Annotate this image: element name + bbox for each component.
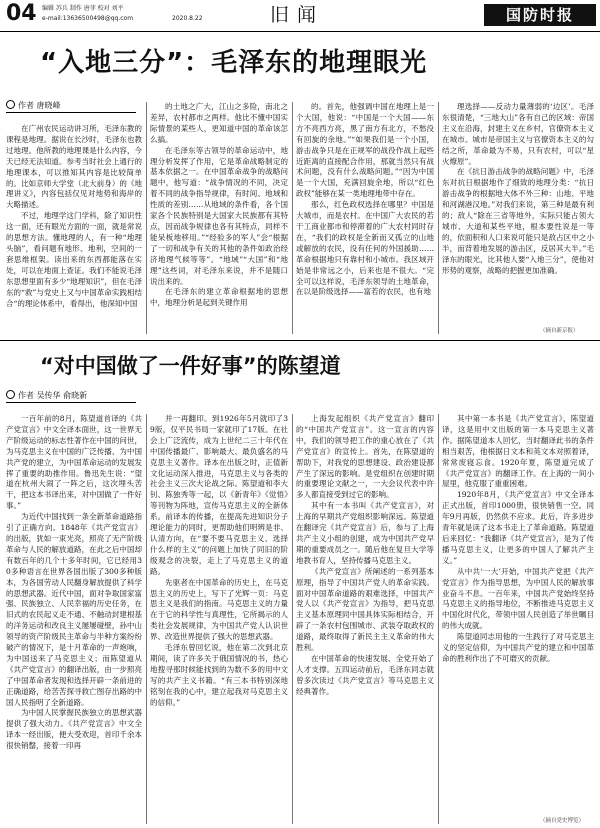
article1-column-2	[150, 102, 288, 334]
column-rule	[438, 102, 439, 334]
byline-bullet-icon	[6, 100, 15, 109]
paragraph: 其中第一本书是《共产党宣言》，陈望道译，这是用中文出版的第一本马克思主义著作。据陈望道本人回忆，当时翻译此书的条件相当艰苦，他根据日文本和英文本对照着译，常常废寝忘食。1920年夏，陈望道完成了《共产党宣言》的翻译工作。在上海的一间小屋里，他克服了重重困难。	[442, 414, 594, 489]
paragraph: 的。首先，他强调中国在地理上是一个大国，他说：“中国是一个大国——东方不亮西方亮，黑了南方有北方，不愁没有回旋的余地。”“如果我们是一个小国，游击战争只是在正规军的战役作战上起些近距离的直接配合作用，那就当然只有战术问题，没有什么战略问题。”“因为中国是一个大国，充满回旋余地，所以“红色政权”能够在某一类地理地带中存在。	[296, 102, 434, 199]
column-rule	[292, 102, 293, 334]
article1-byline	[6, 100, 136, 113]
paragraph: 毛泽东曾回忆说，他在第二次到北京期间，读了许多关于俄国情况的书，热心地搜寻那时候能找到的为数不多的用中文写的共产主义书籍。“有三本书特别深地铭刻在我的心中，建立起我对马克思主义的信仰。”	[150, 643, 288, 707]
paragraph: 1920年8月，《共产党宣言》中文全译本正式出版，首印1000册，很快销售一空。同年9月再版，仍然供不应求。此后，许多进步青年就是读了这本书走上了革命道路。陈望道后来回忆：“我翻译《共产党宣言》，是为了传播马克思主义，让更多的中国人了解共产主义。”	[442, 490, 594, 565]
column-rule	[438, 414, 439, 824]
page-number: 04	[6, 1, 37, 26]
paragraph: 从中共‘一大’开始，中国共产党把《共产党宣言》作为指导思想，为中国人民的解放事业奋斗不息。一百年来，中国共产党始终坚持马克思主义的指导地位，不断推进马克思主义中国化时代化，带领中国人民创造了举世瞩目的伟大成就。	[442, 566, 594, 631]
article2-column-2	[150, 414, 288, 824]
column-rule	[146, 414, 147, 824]
contact-email: e-mail:13636500498@qq.com	[42, 15, 134, 22]
paragraph: 在毛泽东的建立革命根据地的思想中，地理分析是起到关键作用	[150, 287, 288, 308]
article2-byline	[6, 390, 136, 403]
byline-bullet-icon	[6, 390, 15, 399]
paragraph: 在广州农民运动讲习所，毛泽东教的课程是地理。据说在长沙时，毛泽东也教过地理。他所教的地理课是什么内容，今天已经无法知道。参考当时社会上通行的地理课本，可以推知其内容是比较简单的。比如京师大学堂（北大前身）的《地理讲义》，内容包括仅见对地势和海岸的大略描述。	[6, 124, 142, 210]
paragraph: 在毛泽东等古领导的革命运动中，地理分析发挥了作用，它是革命战略制定的基本依据之一。在中国革命战争的战略问题中，他写道：“战争情况的不同，决定着不同的战争指导规律，有时间、地域和性质的差别……从地域的条件看，各个国家各个民族特别是大国家大民族都有其特点，因而战争规律也各有其特点，同样不能呆板地移用。”“经验多的军人”会“根据了一切和战争有关的其他的条件如政治经济地理气候等等”。“地域”“大国”和“地理”这些词，对毛泽东来说，并不是随口说出来的。	[150, 145, 288, 286]
section-title: 旧闻	[270, 4, 325, 26]
newspaper-logo: 国防时报	[484, 4, 596, 26]
byline-rule	[6, 402, 136, 403]
article2-column-4	[442, 414, 594, 824]
issue-date: 2020.8.22	[172, 15, 203, 22]
paragraph: 不过，地理学这门学科，除了知识性这一面，还有眼光方面的一面，就是常说的思想方法。懂地理的人，有一种“地理头脑”，看问题有地形、地利，空间的一套思维框架。读出来的东西都能落在实处，可以在地面上查证。我们不能说毛泽东思想里面有多少“地理知识”，但在毛泽东的“救”与党史上又与中国革命实践相结合“的理论体系中，看得出，他深知中国	[6, 211, 142, 308]
masthead	[0, 0, 600, 32]
paragraph: 其中有一本书叫《共产党宣言》，对上海的早期共产党组织影响深远。陈望道在翻译完《共产党宣言》后，参与了上海共产主义小组的创建，成为中国共产党早期的重要成员之一。随后他在复旦大学等地教书育人，坚持传播马克思主义。	[296, 501, 434, 565]
editor-credits: 编辑 苏兵 制作 唐菲 校对 刘平	[42, 5, 124, 12]
paragraph: 上海发起组织《共产党宣言》翻印的“中国共产党宣言”。这一宣言的内容中，我们的领导把工作的重心放在了《共产党宣言》的宣传上。首先，在陈望道的帮助下，对我党的思想建设、政治建设都产生了深远的影响。是党组织在创建时期的重要理论文献之一，一大会议代表中许多人都直接受到过它的影响。	[296, 414, 434, 500]
article1-column-4	[442, 102, 594, 334]
paragraph: 一百年前的8月，陈望道首译的《共产党宣言》中文全译本面世，这一世界无产阶级运动的标志性著作在中国的问世，为马克思主义在中国的广泛传播、为中国共产党的建立，为中国革命运动的发展发挥了重要的助推作用。鲁迅先生说：“望道在杭州大闹了一阵之后，这次埋头苦干，把这本书译出来，对中国做了一件好事。”	[6, 414, 142, 511]
column-rule	[146, 102, 147, 334]
article2-column-1	[6, 414, 142, 824]
article1-column-1	[6, 124, 142, 334]
column-rule	[292, 414, 293, 824]
paragraph: 陈望道同志用他的一生践行了对马克思主义的坚定信仰，为中国共产党的建立和中国革命的胜利作出了不可磨灭的贡献。	[442, 632, 594, 663]
paragraph: 的土地之广大，江山之多险，南北之差异，农村都市之两样。他比不懂中国实际情景的某些人，更知道中国的革命该怎么搞。	[150, 102, 288, 144]
article2-headline: “对中国做了一件好事”的陈望道	[40, 354, 341, 378]
article1-author: 作者 唐晓峰	[18, 101, 61, 110]
article2-column-3	[296, 414, 434, 824]
paragraph: 在中国革命的快速发展、全党开始了人才支撑。五四运动前后，毛泽东同志就曾多次读过《共产党宣言》等马克思主义经典著作。	[296, 653, 434, 696]
paragraph: 并一再翻印。到1926年5月就印了39版，仅平民书局一家就印了17版。在社会上广泛流传，成为上世纪二三十年代在中国传播最广、影响最大、最负盛名的马克思主义著作。译本在出版之时，正值新文化运动深入推进，马克思主义与各类的社会主义三次大论战之际。陈望道和李大钊、陈独秀等一起，以《新青年》《觉悟》等刊物为阵地，宣传马克思主义的全新体系。前译本的传播，在提高先进知识分子理论能力的同时，更帮助他们明辨是非、认清方向，在“要不要马克思主义、选择什么样的主义”的问题上加快了同旧的阶级观念的决裂，走上了马克思主义的道路。	[150, 414, 288, 576]
article2-author: 作者 吴传华 俞晓新	[18, 391, 88, 400]
article1-source-credit: （摘自新京报）	[540, 328, 579, 334]
article1-headline: “入地三分”：毛泽东的地理眼光	[40, 48, 428, 78]
paragraph: 理选择——反动力量薄弱的‘边区’。毛泽东很清楚，“三地大山”各有自己的区域：帝国主义在沿海，封建主义在乡村，官僚资本主义在城市。城市是帝国主义与官僚资本主义的勾结之所，革命最为不易，只有农村，可以“星火燎原”。	[442, 102, 594, 166]
paragraph: 那么，红色政权选择在哪里？中国是大城市，而是农村。在中国广大农民的若干工商业都市和停滞着的广大农村同时存在，“我们的政权是全新而又孤立的山地或解放的农民，没有任何的外国援助……革命根据地只有靠村和小城市。我区域开始是非常远之小，后来也是不很大。“完全可以这样说，毛泽东领导的土地革命，在以是阶级选择——富若的农民，也有地	[296, 200, 434, 297]
article-divider	[0, 340, 600, 341]
paragraph: 《共产党宣言》所阐述的一系列基本原理，指导了中国共产党人的革命实践。面对中国革命道路的艰难选择，中国共产党人以《共产党宣言》为指导，把马克思主义基本原理同中国具体实际相结合，开辟了一条农村包围城市、武装夺取政权的道路，最终取得了新民主主义革命的伟大胜利。	[296, 566, 434, 653]
article2-source-credit: （摘自党史博览）	[540, 818, 585, 824]
paragraph: 在《抗日游击战争的战略问题》中，毛泽东对抗日根据地作了细致的地理分类：“抗日游击战争的根据地大体不外三种：山地、平地和河湖港汉地。”对我们来说，第三种是最有利的；敌人“除在三省等地外，实际只能占领大城市、大道和某些平地，根本要性说是一等的，依面积和人口来说可能只是敌占区中之小半，而背着地发展的游击区，反居其大半。”毛泽东的眼光，比其他人要“入地三分”，使他对形势的观察，战略的把握更加准确。	[442, 167, 594, 275]
paragraph: 为中国人民掌握民族独立的思想武器提供了强大动力。《共产党宣言》中文全译本一经出版，便大受欢迎，首印千余本很快销罄，接着一印再	[6, 708, 142, 751]
article1-column-3	[296, 102, 434, 334]
byline-rule	[6, 112, 136, 113]
paragraph: 为近代中国找到一条全新革命道路指引了正确方向。1848年《共产党宣言》的出版，犹如一束光亮，照亮了无产阶级革命与人民的解放道路，在此之后中国却有数百年的几个十多年时间，它已经用30多种语言在世界各国出版了300多种版本，为各国劳动人民翻身解放提供了科学的思想武器。近代中国，面对争取国家富强、民族独立、人民幸福的历史任务，在旧式的农民起义走不通、不触动封建根基的洋务运动和改良主义屡屡碰壁，孙中山领导的资产阶级民主革命与半种方案纷纷破产的情况下，是十月革命的一声炮响，为中国送来了马克思主义；而陈望道从《共产党宣言》的翻译出版，由一步照亮了中国革命者发现和选择开辟一条前进的正确道路，给苦苦探寻救亡图存出路的中国人民指明了全新道路。	[6, 512, 142, 707]
paragraph: 先驱者在中国革命的历史上，在马克思主义的历史上，写下了光辉一页：马克思主义是我们的指南。马克思主义的力量在于它的科学性与真理性，它所揭示的人类社会发展规律，为中国共产党人认识世界、改造世界提供了强大的思想武器。	[150, 577, 288, 642]
